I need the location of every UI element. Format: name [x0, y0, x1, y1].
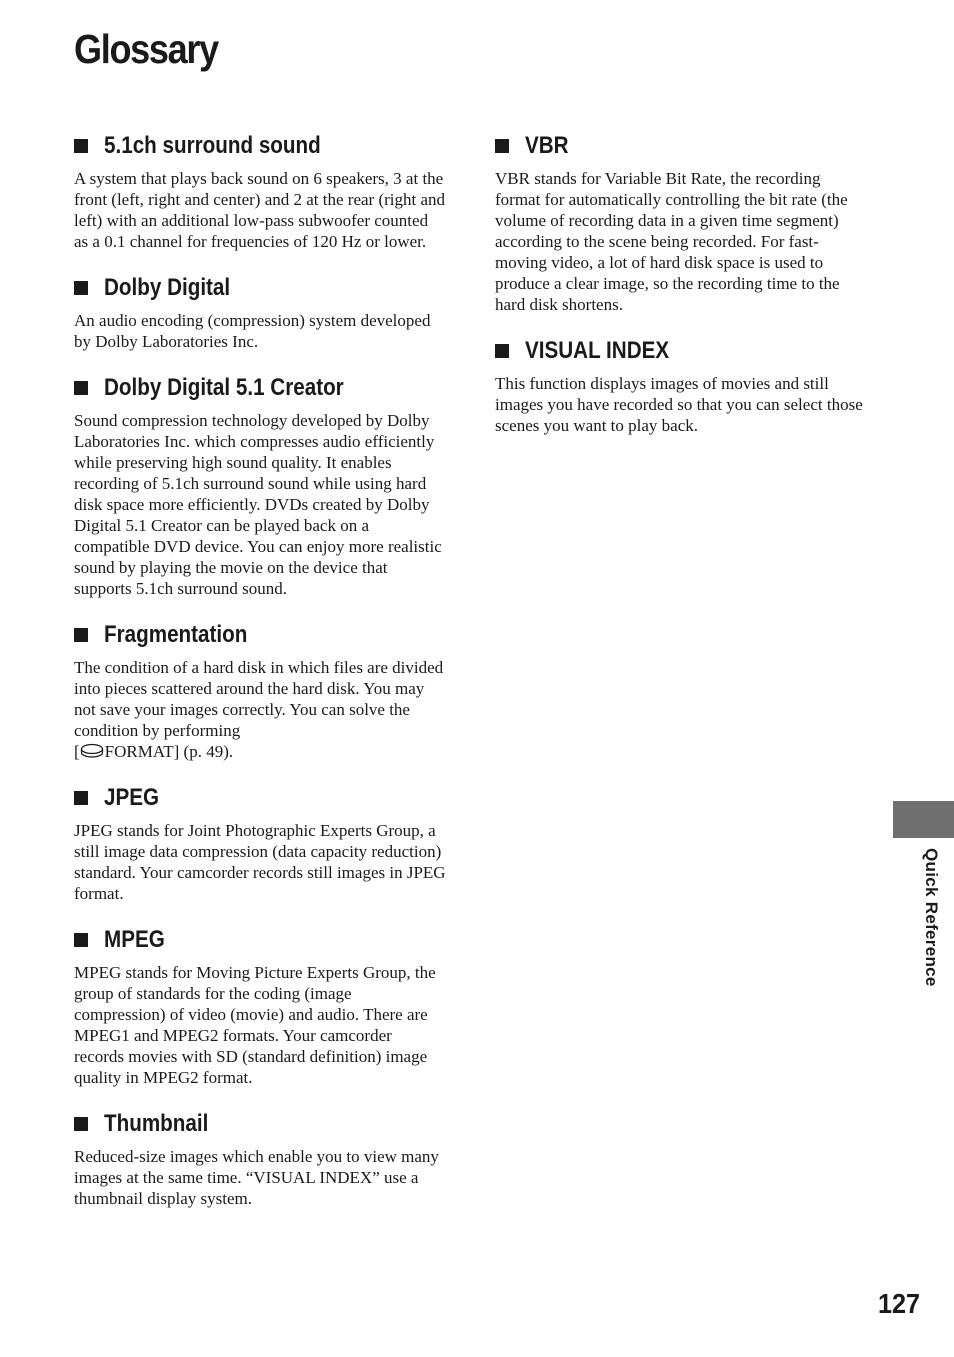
glossary-entry-visual-index [495, 335, 863, 436]
entry-heading [74, 924, 446, 956]
entry-description: JPEG stands for Joint Photographic Experts Group, a still image data compression (data capacity reduction) standard. Your camcorder records still images in JPEG format. [74, 821, 446, 903]
format-link-text: FORMAT] (p. 49). [104, 742, 234, 761]
square-bullet-icon [495, 139, 509, 153]
glossary-entry-thumbnail [74, 1108, 446, 1209]
entry-description-text: The condition of a hard disk in which files are divided into pieces scattered around the hard disk. You may not save your images correctly. You can solve the condition by performing [74, 658, 444, 740]
entry-term: VISUAL INDEX [525, 337, 670, 364]
entry-term: Fragmentation [104, 621, 248, 648]
entry-term: Dolby Digital [104, 274, 231, 301]
entry-description: MPEG stands for Moving Picture Experts Group, the group of standards for the coding (image compression) of video (movie) and audio. There are MPEG1 and MPEG2 formats. Your camcorder records movies with SD (standard definition) image quality in MPEG2 format. [74, 963, 436, 1087]
glossary-entry-fragmentation [74, 619, 446, 762]
square-bullet-icon [74, 381, 88, 395]
section-side-label: Quick Reference [922, 848, 941, 987]
square-bullet-icon [74, 791, 88, 805]
left-column [74, 130, 446, 1229]
section-tab-marker [893, 801, 954, 838]
entry-description: An audio encoding (compression) system developed by Dolby Laboratories Inc. [74, 311, 431, 351]
entry-term: 5.1ch surround sound [104, 132, 321, 159]
entry-description: VBR stands for Variable Bit Rate, the recording format for automatically controlling the bit rate (the volume of recording data in a given time segment) according to the scene being recorded. For fast-moving video, a lot of hard disk space is used to produce a clear image, so the recording time to the hard disk shortens. [495, 169, 848, 314]
page-title: Glossary [74, 26, 218, 72]
square-bullet-icon [74, 933, 88, 947]
entry-term: Thumbnail [104, 1110, 209, 1137]
square-bullet-icon [74, 281, 88, 295]
entry-heading [495, 130, 863, 162]
entry-description [74, 657, 446, 762]
entry-heading [74, 782, 446, 814]
glossary-entry-dolby-creator [74, 372, 446, 599]
glossary-entry-dolby-digital [74, 272, 446, 352]
square-bullet-icon [495, 344, 509, 358]
entry-term: Dolby Digital 5.1 Creator [104, 374, 344, 401]
entry-heading [495, 335, 863, 367]
entry-term: JPEG [104, 784, 160, 811]
bracket-open: [ [74, 742, 80, 761]
glossary-entry-vbr [495, 130, 863, 315]
entry-term: MPEG [104, 926, 165, 953]
entry-heading [74, 619, 446, 651]
entry-description: A system that plays back sound on 6 speakers, 3 at the front (left, right and center) and 2 at the rear (right and left) with an additional low-pass subwoofer counted as a 0.1 channel for frequencies of 120 Hz or lower. [74, 169, 446, 251]
page-number: 127 [878, 1288, 921, 1319]
entry-description: Sound compression technology developed by Dolby Laboratories Inc. which compresses audio efficiently while preserving high sound quality. It enables recording of 5.1ch surround sound while using hard disk space more efficiently. DVDs created by Dolby Digital 5.1 Creator can be played back on a compatible DVD device. You can enjoy more realistic sound by playing the movie on the device that supports 5.1ch surround sound. [74, 411, 442, 598]
entry-description: This function displays images of movies and still images you have recorded so that you can select those scenes you want to play back. [495, 374, 863, 435]
entry-term: VBR [525, 132, 569, 159]
entry-heading [74, 130, 446, 162]
square-bullet-icon [74, 628, 88, 642]
glossary-entry-surround [74, 130, 446, 252]
entry-description: Reduced-size images which enable you to view many images at the same time. “VISUAL INDEX” use a thumbnail display system. [74, 1147, 439, 1208]
square-bullet-icon [74, 1117, 88, 1131]
hdd-icon [80, 743, 104, 759]
right-column [495, 130, 863, 456]
entry-heading [74, 1108, 446, 1140]
entry-heading [74, 372, 446, 404]
glossary-entry-jpeg [74, 782, 446, 904]
entry-heading [74, 272, 446, 304]
glossary-entry-mpeg [74, 924, 446, 1088]
square-bullet-icon [74, 139, 88, 153]
